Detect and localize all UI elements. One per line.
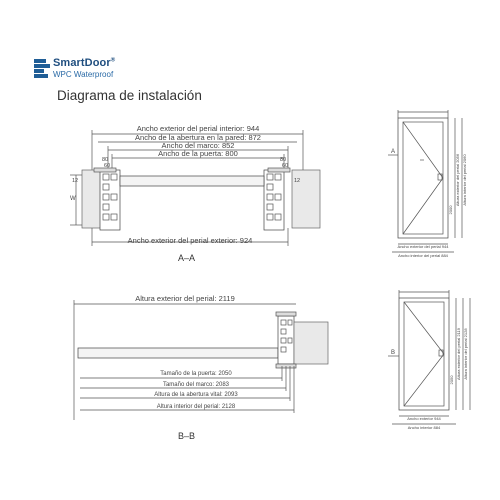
label-frame-size: Tamaño del marco: 2083 (162, 382, 230, 388)
label-opening-height: Altura de la abertura vital: 2093 (154, 392, 238, 398)
label-b2-bottom: Ancho interior 884 (407, 425, 441, 430)
label-dim-60-right: 60 (282, 163, 289, 169)
label-dim-12-right: 12 (294, 178, 301, 184)
elevation-bottom-text (391, 327, 468, 430)
label-door-size: Tamaño de la puerta: 2050 (160, 371, 232, 377)
label-v1-bottom: Altura exterior del perial 2119 (456, 328, 461, 380)
brand-tagline: WPC Waterproof (53, 70, 114, 79)
frame-profile-right (264, 170, 284, 230)
caption-bb: B–B (178, 431, 196, 441)
label-a-marker: A (391, 149, 396, 155)
label-v2-bottom: Altura interior del perial 2128 (463, 328, 468, 380)
label-b2-top: Ancho interior del perial 884 (398, 253, 448, 258)
label-wall-opening: Ancho de la abertura en la pared: 872 (135, 133, 261, 142)
label-b-marker: B (391, 350, 396, 356)
swing-line-1 (403, 178, 443, 234)
door-leaf-aa (120, 176, 264, 186)
label-exterior-height: Altura exterior del perial: 2119 (135, 294, 235, 303)
head-jamb-profile (278, 316, 294, 364)
label-frame-width: Ancho del marco: 852 (161, 141, 235, 150)
brand-name: SmartDoor® (53, 57, 116, 69)
elevation-top (388, 110, 462, 252)
swing-line-3 (404, 302, 444, 354)
swing-line-4 (404, 354, 444, 406)
label-door-width: Ancho de la puerta: 800 (158, 149, 238, 158)
page-title: Diagrama de instalación (57, 88, 202, 103)
label-dim-w: W (70, 196, 76, 202)
label-inner-bottom: 2050 (449, 375, 454, 385)
wall-head (294, 322, 328, 364)
section-bb (74, 300, 328, 420)
label-v1-top: Altura exterior del perial 2056 (455, 153, 460, 207)
label-dim-60-left: 60 (104, 163, 111, 169)
label-exterior-width: Ancho exterior del perial exterior: 924 (127, 236, 253, 245)
swing-line-2 (403, 122, 443, 178)
label-interior-width: Ancho exterior del perial interior: 944 (136, 124, 260, 133)
label-dim-12-left: 12 (72, 178, 79, 184)
label-inner-top: 2000 (448, 205, 453, 215)
label-v2-top: Altura interior del perial 2060 (462, 154, 467, 206)
frame-profile-left (100, 170, 120, 230)
door-outline-top (398, 118, 448, 238)
caption-aa: A–A (178, 253, 196, 263)
label-b1-top: Ancho exterior del perial 944 (397, 244, 449, 249)
label-dim-80-left: 80 (102, 157, 109, 163)
label-b1-bottom: Ancho exterior 944 (407, 416, 441, 421)
label-interior-height: Altura interior del perial: 2128 (156, 404, 236, 410)
label-dim-80-right: 80 (280, 157, 287, 163)
door-outline-bottom (399, 298, 449, 410)
elevation-top-text (391, 149, 467, 258)
door-leaf-bb (78, 348, 278, 358)
